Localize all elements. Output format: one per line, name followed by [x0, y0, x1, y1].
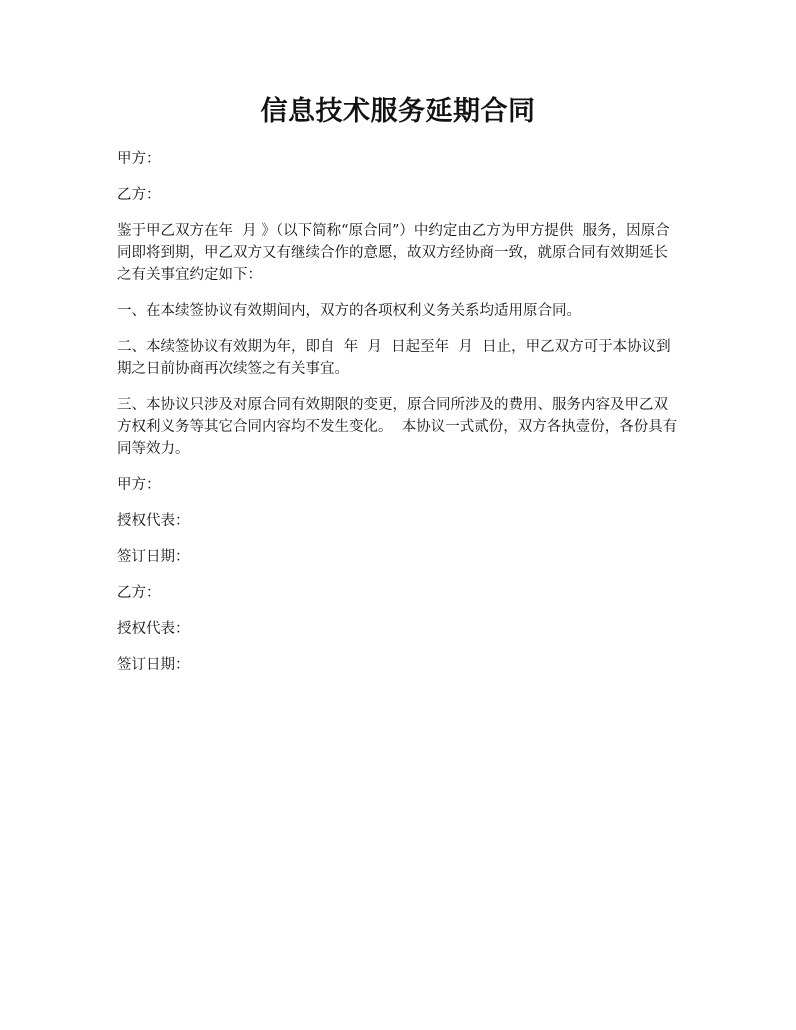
signature-party-b-representative: 授权代表：	[117, 621, 190, 637]
document-title: 信息技术服务延期合同	[260, 96, 536, 127]
signature-party-a-representative: 授权代表：	[117, 513, 190, 529]
party-b-line: 乙方：	[117, 187, 161, 203]
signature-party-b: 乙方：	[117, 585, 161, 601]
signature-party-b-date: 签订日期：	[117, 657, 190, 673]
signature-party-a-date: 签订日期：	[117, 549, 190, 565]
clause-2: 二、本续签协议有效期为年，即自 年 月 日起至年 月 日止，甲乙双方可于本协议到期之日前协商再次续签之有关事宜。	[117, 339, 671, 377]
signature-party-a: 甲方：	[117, 477, 161, 493]
clause-1: 一、在本续签协议有效期间内，双方的各项权利义务关系均适用原合同。	[117, 303, 581, 319]
document-body	[117, 148, 682, 690]
preamble-paragraph: 鉴于甲乙双方在年 月 》（以下简称“原合同”）中约定由乙方为甲方提供 服务，因原合同即将到期，甲乙双方又有继续合作的意愿，故双方经协商一致，就原合同有效期延长之有关事宜约定如下：	[117, 223, 670, 283]
party-a-line: 甲方：	[117, 151, 161, 167]
clause-3: 三、本协议只涉及对原合同有效期限的变更，原合同所涉及的费用、服务内容及甲乙双方权利义务等其它合同内容均不发生变化。 本协议一式贰份，双方各执壹份，各份具有同等效力。	[117, 397, 678, 457]
